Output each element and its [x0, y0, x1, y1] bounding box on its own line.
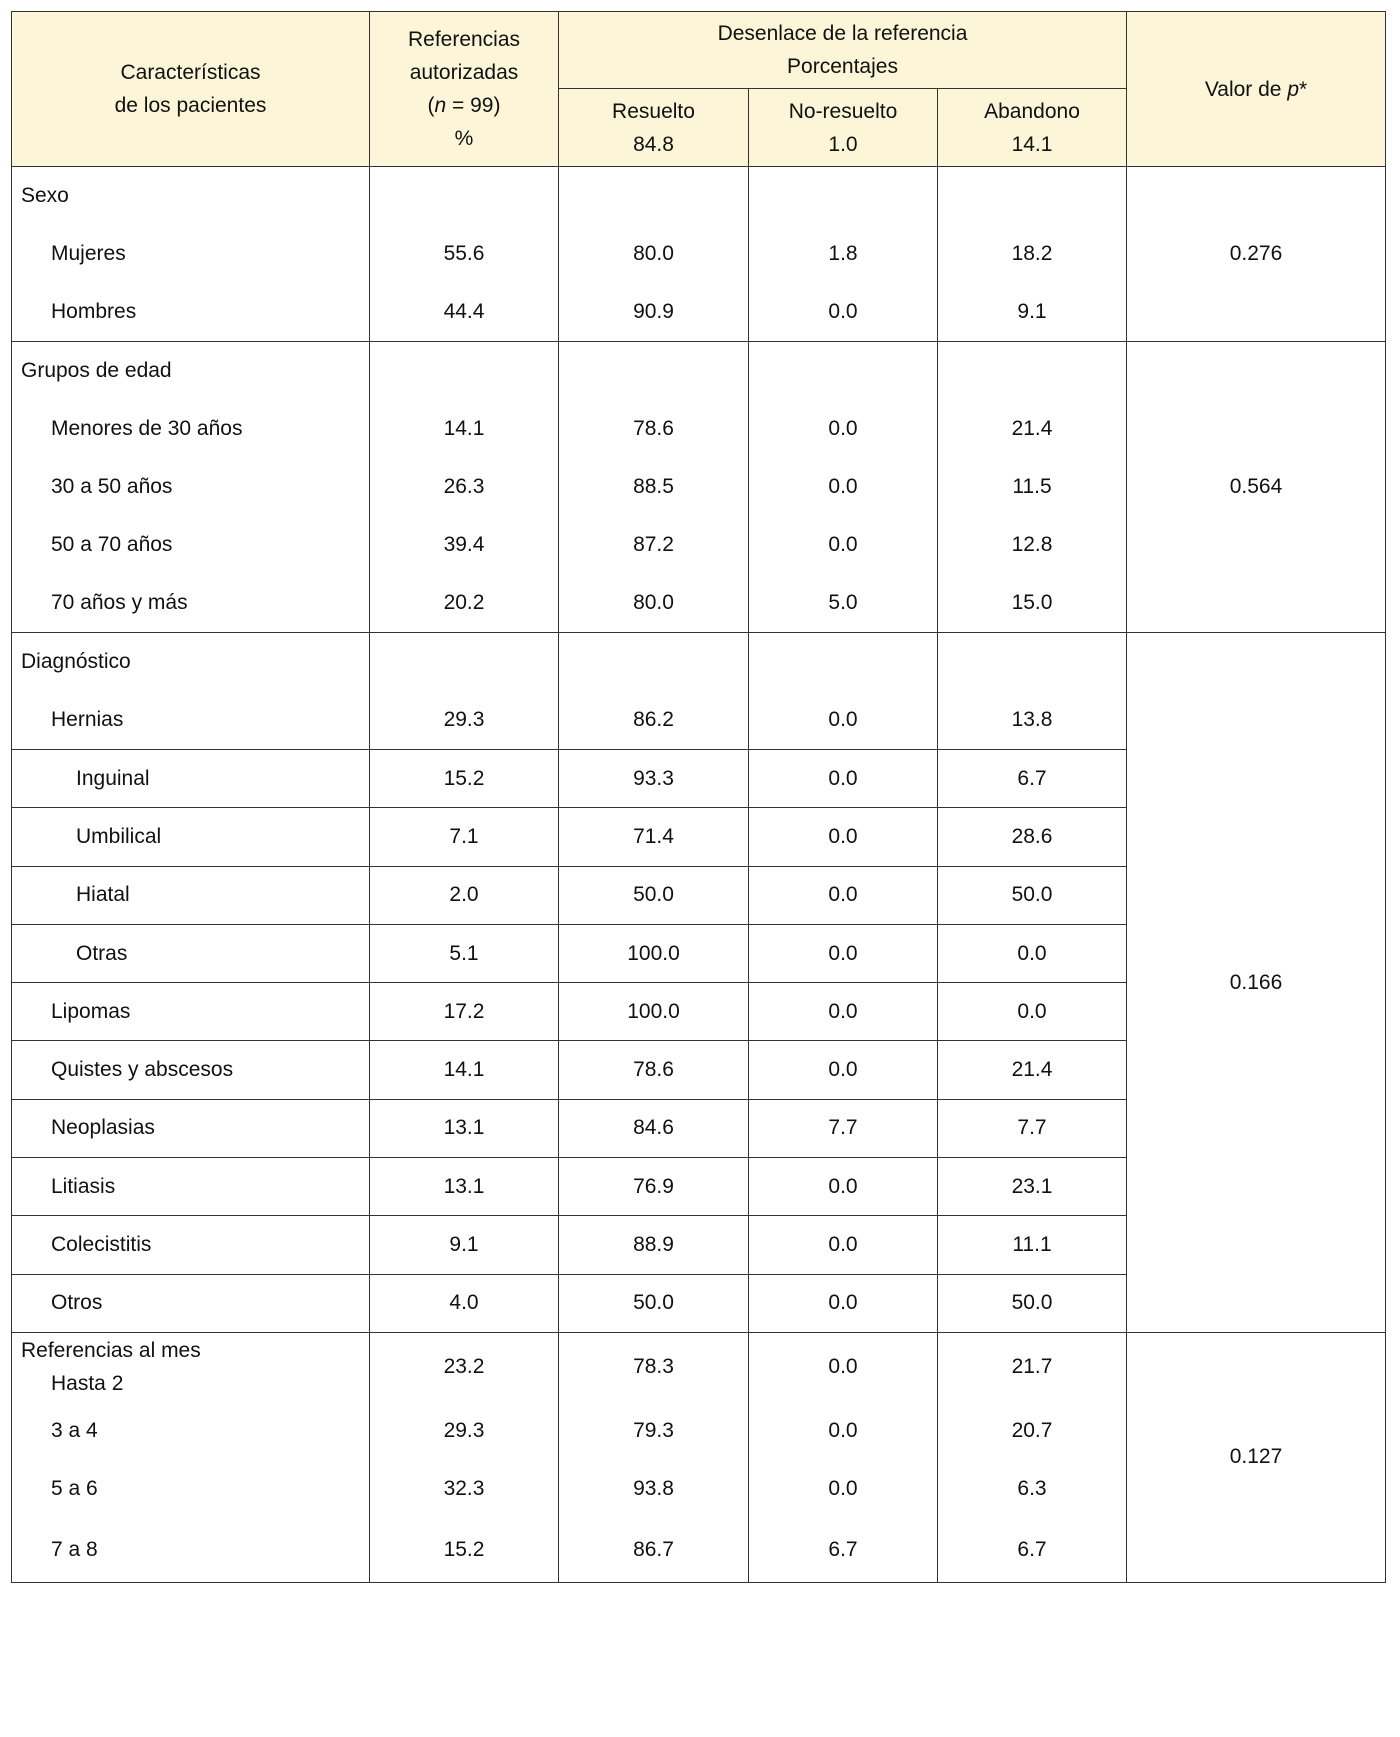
row-label-cell — [12, 458, 370, 516]
section-title-cell — [12, 341, 370, 399]
row-label: Hernias — [51, 708, 124, 732]
p-value: 0.564 — [1127, 341, 1386, 632]
row-label-cell — [12, 1460, 370, 1519]
section-title-cell — [12, 167, 370, 225]
value-no-resuelto: 0.0 — [749, 1041, 938, 1099]
section-title: Referencias al mes — [21, 1339, 201, 1363]
value-abandono: 21.7 — [938, 1332, 1127, 1401]
value-no-resuelto: 1.8 — [749, 225, 938, 283]
value-no-resuelto: 0.0 — [749, 1401, 938, 1460]
empty-cell — [559, 633, 749, 691]
value-no-resuelto: 0.0 — [749, 983, 938, 1041]
row-label: Litiasis — [51, 1174, 116, 1198]
value-resuelto: 87.2 — [559, 516, 749, 574]
header-caracteristicas-line2: de los pacientes — [114, 94, 267, 117]
section-title-row — [12, 341, 1386, 399]
empty-cell — [749, 167, 938, 225]
value-referencias: 13.1 — [370, 1158, 559, 1216]
row-label: 50 a 70 años — [51, 533, 173, 557]
value-no-resuelto: 0.0 — [749, 516, 938, 574]
header-desenlace-subtitle: Porcentajes — [787, 55, 898, 78]
row-label: Sexo — [21, 183, 69, 207]
header-resuelto-label: Resuelto — [612, 99, 695, 123]
row-label-cell — [12, 1099, 370, 1157]
row-label: Hombres — [51, 299, 137, 323]
row-label: Hasta 2 — [51, 1372, 124, 1396]
value-referencias: 7.1 — [370, 808, 559, 866]
value-resuelto: 100.0 — [559, 983, 749, 1041]
value-resuelto: 88.5 — [559, 458, 749, 516]
value-referencias: 39.4 — [370, 516, 559, 574]
value-resuelto: 71.4 — [559, 808, 749, 866]
row-label-cell — [12, 983, 370, 1041]
section-title-row — [12, 633, 1386, 691]
value-abandono: 21.4 — [938, 1041, 1127, 1099]
p-value: 0.276 — [1127, 167, 1386, 342]
row-label: 5 a 6 — [51, 1477, 98, 1501]
value-no-resuelto: 0.0 — [749, 283, 938, 341]
value-referencias: 44.4 — [370, 283, 559, 341]
row-label-cell — [12, 1518, 370, 1582]
row-label: 3 a 4 — [51, 1418, 98, 1442]
value-no-resuelto: 0.0 — [749, 1274, 938, 1332]
value-abandono: 12.8 — [938, 516, 1127, 574]
section-title-cell — [12, 633, 370, 691]
empty-cell — [370, 341, 559, 399]
header-caracteristicas — [12, 12, 370, 167]
value-abandono: 13.8 — [938, 691, 1127, 749]
value-referencias: 14.1 — [370, 400, 559, 458]
row-label-cell — [12, 283, 370, 341]
empty-cell — [749, 341, 938, 399]
value-abandono: 11.5 — [938, 458, 1127, 516]
row-label-cell — [12, 516, 370, 574]
value-abandono: 6.7 — [938, 749, 1127, 807]
p-value: 0.166 — [1127, 633, 1386, 1333]
row-label-cell — [12, 808, 370, 866]
header-resuelto-value: 84.8 — [633, 132, 674, 156]
header-no-resuelto-value: 1.0 — [828, 132, 858, 156]
value-no-resuelto: 6.7 — [749, 1518, 938, 1582]
value-abandono: 6.7 — [938, 1518, 1127, 1582]
value-referencias: 23.2 — [370, 1332, 559, 1401]
value-resuelto: 90.9 — [559, 283, 749, 341]
section-title-row — [12, 167, 1386, 225]
outcomes-table — [11, 11, 1386, 1583]
value-resuelto: 86.7 — [559, 1518, 749, 1582]
row-label-cell — [12, 1216, 370, 1274]
value-abandono: 0.0 — [938, 924, 1127, 982]
value-resuelto: 76.9 — [559, 1158, 749, 1216]
table-body — [12, 167, 1386, 1583]
header-resuelto — [559, 89, 749, 167]
empty-cell — [938, 633, 1127, 691]
value-resuelto: 93.3 — [559, 749, 749, 807]
value-resuelto: 78.6 — [559, 400, 749, 458]
header-pvalue: Valor de p* — [1127, 12, 1386, 167]
section-label-cell — [12, 1332, 370, 1401]
row-label: Lipomas — [51, 999, 131, 1023]
empty-cell — [938, 341, 1127, 399]
row-label: Quistes y abscesos — [51, 1058, 234, 1082]
value-abandono: 9.1 — [938, 283, 1127, 341]
value-resuelto: 79.3 — [559, 1401, 749, 1460]
row-label: Grupos de edad — [21, 358, 172, 382]
value-resuelto: 100.0 — [559, 924, 749, 982]
value-resuelto: 93.8 — [559, 1460, 749, 1519]
empty-cell — [370, 167, 559, 225]
header-abandono-label: Abandono — [984, 99, 1080, 123]
value-referencias: 32.3 — [370, 1460, 559, 1519]
value-no-resuelto: 0.0 — [749, 1158, 938, 1216]
value-resuelto: 86.2 — [559, 691, 749, 749]
value-referencias: 17.2 — [370, 983, 559, 1041]
header-no-resuelto — [749, 89, 938, 167]
value-no-resuelto: 0.0 — [749, 1460, 938, 1519]
value-resuelto: 78.3 — [559, 1332, 749, 1401]
p-value: 0.127 — [1127, 1332, 1386, 1582]
value-resuelto: 88.9 — [559, 1216, 749, 1274]
value-abandono: 7.7 — [938, 1099, 1127, 1157]
value-no-resuelto: 0.0 — [749, 924, 938, 982]
value-abandono: 28.6 — [938, 808, 1127, 866]
value-no-resuelto: 7.7 — [749, 1099, 938, 1157]
empty-cell — [370, 633, 559, 691]
row-label: Hiatal — [76, 883, 130, 907]
row-label-cell — [12, 400, 370, 458]
row-label: Umbilical — [76, 824, 162, 848]
value-resuelto: 80.0 — [559, 575, 749, 633]
header-desenlace-group — [559, 12, 1127, 89]
row-label: 7 a 8 — [51, 1538, 98, 1562]
value-no-resuelto: 0.0 — [749, 1216, 938, 1274]
value-abandono: 11.1 — [938, 1216, 1127, 1274]
value-no-resuelto: 0.0 — [749, 866, 938, 924]
value-resuelto: 84.6 — [559, 1099, 749, 1157]
value-referencias: 15.2 — [370, 1518, 559, 1582]
value-referencias: 26.3 — [370, 458, 559, 516]
header-referencias — [370, 12, 559, 167]
value-referencias: 9.1 — [370, 1216, 559, 1274]
row-label-cell — [12, 1158, 370, 1216]
row-label: Colecistitis — [51, 1232, 152, 1256]
value-no-resuelto: 0.0 — [749, 400, 938, 458]
value-referencias: 15.2 — [370, 749, 559, 807]
row-label: 30 a 50 años — [51, 475, 173, 499]
header-no-resuelto-label: No-resuelto — [788, 99, 898, 123]
header-abandono — [938, 89, 1127, 167]
empty-cell — [938, 167, 1127, 225]
value-referencias: 2.0 — [370, 866, 559, 924]
value-abandono: 15.0 — [938, 575, 1127, 633]
header-referencias-n: (n = 99) — [427, 94, 501, 117]
row-label-cell — [12, 866, 370, 924]
row-label-cell — [12, 1274, 370, 1332]
value-abandono: 18.2 — [938, 225, 1127, 283]
value-referencias: 5.1 — [370, 924, 559, 982]
row-label-cell — [12, 1401, 370, 1460]
value-abandono: 23.1 — [938, 1158, 1127, 1216]
header-referencias-unit: % — [454, 127, 474, 150]
value-resuelto: 80.0 — [559, 225, 749, 283]
empty-cell — [749, 633, 938, 691]
row-label-cell — [12, 749, 370, 807]
row-label-cell — [12, 691, 370, 749]
value-abandono: 50.0 — [938, 866, 1127, 924]
value-abandono: 50.0 — [938, 1274, 1127, 1332]
value-no-resuelto: 0.0 — [749, 749, 938, 807]
value-resuelto: 78.6 — [559, 1041, 749, 1099]
row-label: Inguinal — [76, 766, 150, 790]
row-label: 70 años y más — [51, 591, 188, 615]
value-resuelto: 50.0 — [559, 866, 749, 924]
row-label-cell — [12, 575, 370, 633]
value-referencias: 13.1 — [370, 1099, 559, 1157]
row-label-cell — [12, 225, 370, 283]
value-abandono: 0.0 — [938, 983, 1127, 1041]
value-no-resuelto: 0.0 — [749, 1332, 938, 1401]
value-referencias: 29.3 — [370, 691, 559, 749]
row-label-cell — [12, 1041, 370, 1099]
row-label: Menores de 30 años — [51, 416, 243, 440]
value-no-resuelto: 0.0 — [749, 691, 938, 749]
value-no-resuelto: 0.0 — [749, 808, 938, 866]
row-label: Mujeres — [51, 241, 126, 265]
table-header — [12, 12, 1386, 167]
value-resuelto: 50.0 — [559, 1274, 749, 1332]
header-referencias-line1: Referencias — [407, 28, 521, 51]
header-abandono-value: 14.1 — [1011, 132, 1053, 156]
value-referencias: 29.3 — [370, 1401, 559, 1460]
value-referencias: 20.2 — [370, 575, 559, 633]
row-label: Otras — [76, 941, 128, 965]
value-referencias: 55.6 — [370, 225, 559, 283]
header-referencias-line2: autorizadas — [409, 61, 519, 84]
value-no-resuelto: 0.0 — [749, 458, 938, 516]
value-referencias: 4.0 — [370, 1274, 559, 1332]
row-label: Otros — [51, 1291, 103, 1315]
header-caracteristicas-line1: Características — [120, 61, 261, 84]
value-abandono: 21.4 — [938, 400, 1127, 458]
value-referencias: 14.1 — [370, 1041, 559, 1099]
value-abandono: 20.7 — [938, 1401, 1127, 1460]
empty-cell — [559, 167, 749, 225]
value-no-resuelto: 5.0 — [749, 575, 938, 633]
value-abandono: 6.3 — [938, 1460, 1127, 1519]
row-label: Neoplasias — [51, 1116, 155, 1140]
table-row — [12, 1332, 1386, 1401]
header-desenlace-title: Desenlace de la referencia — [717, 22, 968, 45]
row-label: Diagnóstico — [21, 650, 131, 674]
row-label-cell — [12, 924, 370, 982]
empty-cell — [559, 341, 749, 399]
